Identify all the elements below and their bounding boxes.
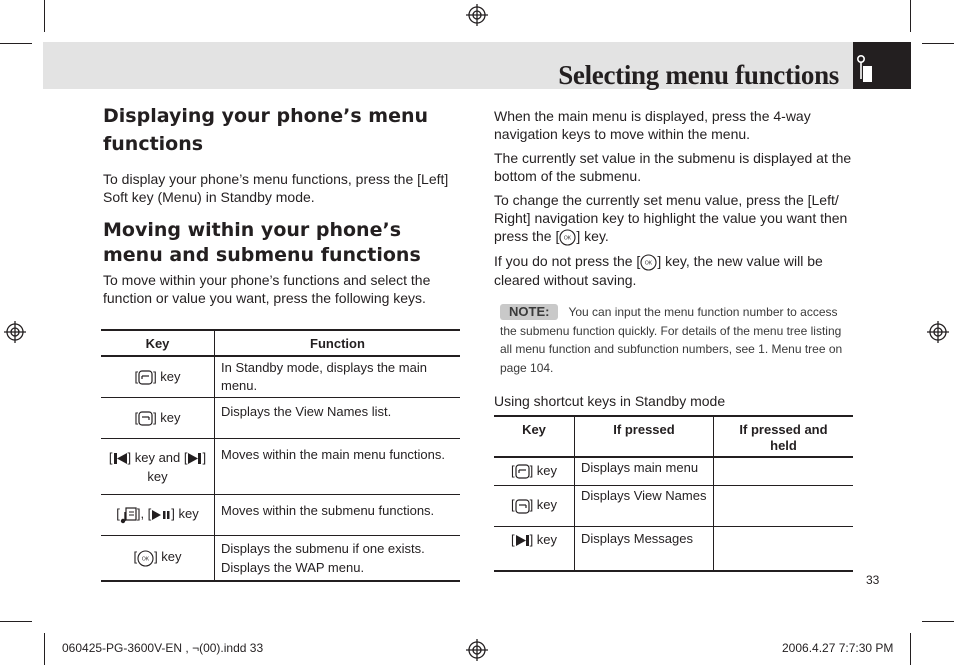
paragraph-text: To change the currently set menu value, press the [Left/ Right] navigation key to highlight the value you want then press the [ <box>494 192 848 244</box>
pressed-cell: Displays main menu <box>575 457 714 485</box>
svg-text:OK: OK <box>141 556 150 563</box>
key-suffix: ] key <box>529 531 558 547</box>
note-box <box>500 303 852 377</box>
key-cell <box>101 536 215 582</box>
key-suffix: ] key <box>154 549 182 565</box>
column-header: Function <box>310 335 365 351</box>
music-key-icon <box>120 507 137 524</box>
held-cell <box>714 526 854 571</box>
key-separator: ] key and [ <box>127 449 188 465</box>
registration-mark-icon <box>466 639 488 661</box>
key-cell <box>101 495 215 536</box>
registration-mark-icon <box>927 321 949 343</box>
shortcut-table <box>494 415 853 572</box>
note-label: NOTE: <box>500 304 558 320</box>
bracket-text: [ <box>510 463 515 479</box>
key-function-table <box>101 329 460 582</box>
bracket-text: [ <box>133 549 138 565</box>
svg-text:OK: OK <box>645 260 653 267</box>
key-suffix: ] key <box>153 409 181 425</box>
paragraph-text: If you do not press the [ <box>494 252 641 269</box>
paragraph-text: ] key. <box>576 228 609 244</box>
previous-track-key-icon <box>113 452 128 465</box>
column-header: If pressed <box>575 416 714 457</box>
held-cell <box>714 485 854 526</box>
note-content <box>500 303 852 377</box>
key-suffix: ] key <box>529 463 558 479</box>
paragraph <box>494 191 850 246</box>
heading-displaying-menu: Displaying your phone’s menu functions <box>103 105 429 155</box>
pressed-cell: Displays View Names <box>575 485 714 526</box>
key-cell <box>494 485 575 526</box>
function-cell: Displays the View Names list. <box>221 404 392 419</box>
function-cell: In Standby mode, displays the main menu. <box>221 360 427 393</box>
paragraph: To display your phone’s menu functions, press the [Left] Soft key (Menu) in Standby mode. <box>103 171 449 205</box>
left-soft-key-icon <box>138 370 153 385</box>
phone-section-icon <box>853 42 911 89</box>
right-column <box>494 107 854 295</box>
table-row <box>101 356 460 398</box>
held-cell <box>714 457 854 485</box>
crop-mark <box>0 43 32 44</box>
paragraph: To move within your phone’s functions and select the function or value you want, press the following keys. <box>103 272 431 306</box>
footer-timestamp: 2006.4.27 7:7:30 PM <box>782 641 894 655</box>
note-text: You can input the menu function number to access the submenu function quickly. For details of the menu tree listing all menu function and subfunction numbers, see 1. Menu tree on page 104. <box>500 305 843 375</box>
function-cell: Displays the submenu if one exists. Displays the WAP menu. <box>221 541 425 575</box>
paragraph: When the main menu is displayed, press the 4-way navigation keys to move within the menu. <box>494 108 811 142</box>
table-row <box>494 457 853 485</box>
ok-key-icon <box>559 229 576 246</box>
function-cell: Moves within the submenu functions. <box>221 503 435 518</box>
section-tab <box>853 42 911 89</box>
key-cell <box>101 398 215 439</box>
crop-mark <box>910 633 911 665</box>
bracket-text: [ <box>108 449 113 465</box>
key-suffix: ] key <box>529 497 558 513</box>
crop-mark <box>922 43 954 44</box>
left-column <box>103 102 459 314</box>
key-suffix: ] key <box>171 506 199 522</box>
column-header: If pressed and held <box>739 422 828 453</box>
column-header: Key <box>494 416 575 457</box>
table-row <box>494 526 853 571</box>
table-row <box>101 495 460 536</box>
column-header: Key <box>101 330 215 356</box>
right-soft-key-icon <box>515 499 530 514</box>
table-row <box>101 439 460 495</box>
bracket-text: [ <box>134 368 139 384</box>
bracket-text: [ <box>134 409 139 425</box>
table-row <box>101 536 460 582</box>
table-row <box>101 398 460 439</box>
page-number: 33 <box>866 573 880 587</box>
footer-file-info: 060425-PG-3600V-EN , ¬(00).indd 33 <box>62 641 264 655</box>
shortcut-caption: Using shortcut keys in Standby mode <box>494 393 726 409</box>
paragraph <box>494 252 844 289</box>
ok-key-icon <box>137 550 154 567</box>
function-cell: Moves within the main menu functions. <box>221 447 445 462</box>
crop-mark <box>910 0 911 32</box>
registration-mark-icon <box>4 321 26 343</box>
crop-mark <box>44 633 45 665</box>
key-suffix: ] key <box>147 449 207 484</box>
paragraph-text: ] key, the new value will be cleared without saving. <box>494 252 823 288</box>
bracket-text: [ <box>116 506 120 522</box>
key-cell <box>101 356 215 398</box>
next-track-key-icon <box>515 534 530 547</box>
bracket-text: [ <box>510 531 515 547</box>
crop-mark <box>44 0 45 32</box>
svg-text:OK: OK <box>564 235 572 242</box>
page-title: Selecting menu functions <box>558 60 839 90</box>
pressed-cell: Displays Messages <box>575 526 714 571</box>
left-soft-key-icon <box>515 464 530 479</box>
play-pause-key-icon <box>151 509 171 521</box>
table-header-row <box>101 330 460 356</box>
ok-key-icon <box>640 254 657 271</box>
key-cell <box>494 526 575 571</box>
paragraph: The currently set value in the submenu is displayed at the bottom of the submenu. <box>494 150 852 184</box>
right-soft-key-icon <box>138 411 153 426</box>
crop-mark <box>922 621 954 622</box>
next-track-key-icon <box>187 452 202 465</box>
table-row <box>494 485 853 526</box>
key-separator: ], [ <box>136 506 152 522</box>
crop-mark <box>0 621 32 622</box>
registration-mark-icon <box>466 4 488 26</box>
table-header-row <box>494 416 853 457</box>
key-suffix: ] key <box>153 368 181 384</box>
key-cell <box>494 457 575 485</box>
key-cell <box>101 439 215 495</box>
heading-moving-menu: Moving within your phone’s menu and submenu functions <box>103 219 421 266</box>
bracket-text: [ <box>510 497 515 513</box>
